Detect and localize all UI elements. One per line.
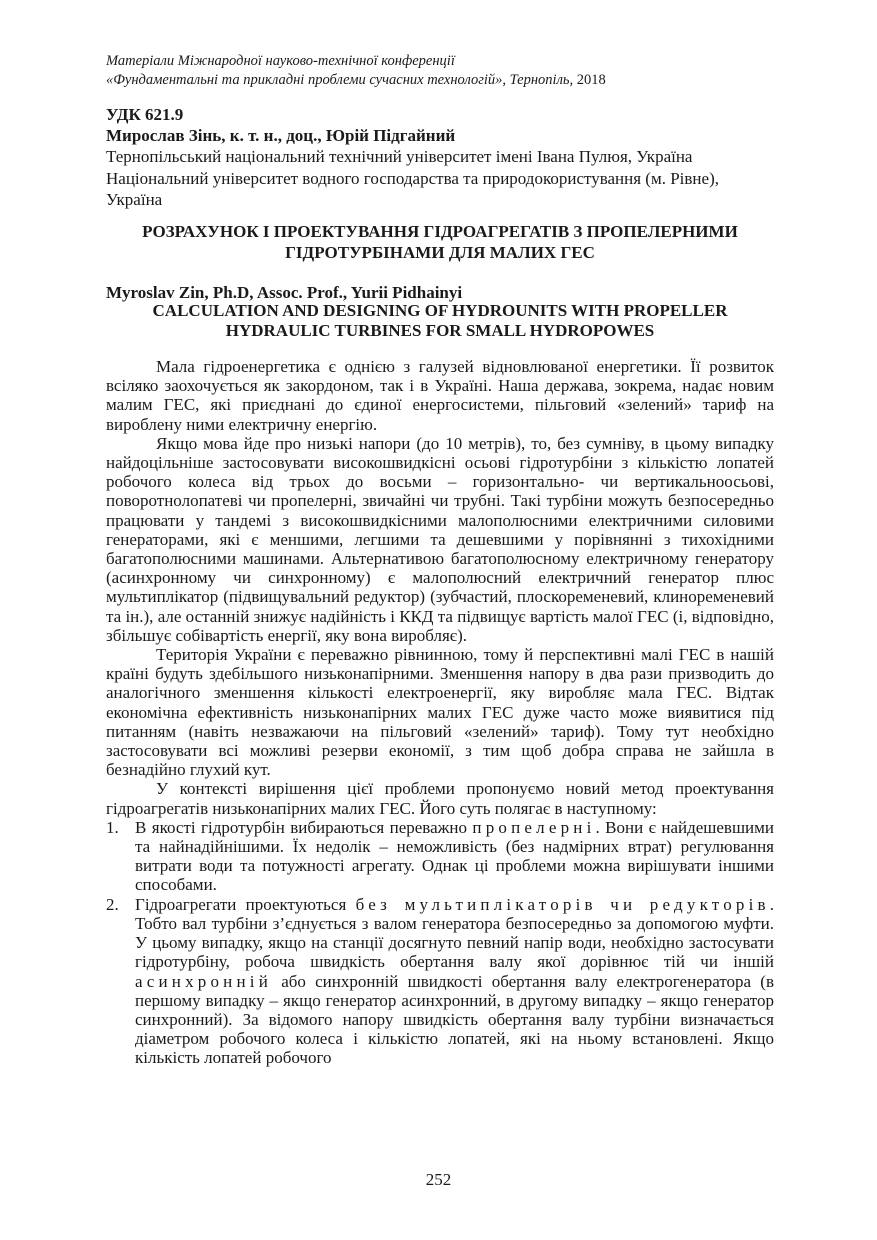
page-number: 252 (425, 1170, 452, 1189)
emphasis-spaced: пропелерні (472, 817, 596, 837)
affiliation-line: Україна (106, 190, 163, 209)
list-number: 1. (106, 817, 119, 837)
title-english: CALCULATION AND DESIGNING OF HYDROUNITS WITH PROPELLER HYDRAULIC TURBINES FOR SMALL HYDROPOWES (152, 301, 728, 340)
list-item: 1. В якості гідротурбін вибираються переважно пропелерні. Вони є найдешевшими та найнадійнішими. Їх недолік – неможливість (без надмірних втрат) регулювання витрати води та потужності агрегату. Однак ці проблеми можна вирішувати іншими способами. (106, 817, 774, 895)
header-line-2: «Фундаментальні та прикладні проблеми сучасних технологій», Тернопіль, 2018 (106, 72, 606, 88)
conference-header (106, 52, 786, 90)
paragraph: Якщо мова йде про низькі напори (до 10 метрів), то, без сумніву, в цьому випадку найдоцільніше застосовувати високошвидкісні осьові гідротурбіни з кількістю лопатей робочого колеса від трьох до восьми – горизонтально- чи вертикальноосьові, поворотнолопатеві чи пропелерні, звичайні чи трубні. Такі турбіни можуть безпосередньо працювати у тандемі з високошвидкісними малополюсними електричними силовими генераторами, які є меншими, легшими та дешевшими у порівнянні з тихохідними багатополюсними машинами. Альтернативою багатополюсному електричному генератору (асинхронному чи синхронному) є малополюсний електричний генератор плюс мультиплікатор (підвищувальний редуктор) (зубчастий, плоскоременевий, клиноременевий та ін.), але останній знижує надійність і ККД та підвищує вартість малої ГЕС (і, відповідно, збільшує собівартість енергії, яку вона виробляє). (106, 433, 774, 645)
list-number: 2. (106, 894, 119, 914)
affiliations (106, 146, 774, 211)
authors-english: Myroslav Zin, Ph.D, Assoc. Prof., Yurii Pidhainyi (106, 283, 463, 302)
affiliation-line: Національний університет водного господарства та природокористування (м. Рівне), (106, 168, 719, 188)
header-line-1: Матеріали Міжнародної науково-технічної конференції (106, 53, 455, 69)
authors-ukrainian: Мирослав Зінь, к. т. н., доц., Юрій Підгайний (106, 126, 456, 145)
numbered-list (106, 818, 774, 1068)
emphasis-spaced: без мультиплікаторів чи редукторів (355, 894, 770, 914)
paragraph: Територія України є переважно рівнинною, тому й перспективні малі ГЕС в нашій країні будуть здебільшого низьконапірними. Зменшення напору в два рази призводить до аналогічного зменшення кількості електроенергії, яку виробляє мала ГЕС. Відтак економічна ефективність низьконапірних малих ГЕС дуже часто може виявитися під питанням (навіть незважаючи на пільговий «зелений» тариф). Тому тут необхідно застосовувати всі можливі резерви економії, з тим щоб добра справа не зайшла в безнадійно глухий кут. (106, 645, 774, 780)
udk-code: УДК 621.9 (106, 105, 184, 124)
title-ukrainian: РОЗРАХУНОК І ПРОЕКТУВАННЯ ГІДРОАГРЕГАТІВ З ПРОПЕЛЕРНИМИ ГІДРОТУРБІНАМИ ДЛЯ МАЛИХ ГЕС (142, 222, 738, 262)
list-item: 2. Гідроагрегати проектуються без мультиплікаторів чи редукторів. Тобто вал турбіни з’єднується з валом генератора безпосередньо за допомогою муфти. У цьому випадку, якщо на станції досягнуто певний напір води, необхідно застосувати гідротурбіну, робоча швидкість обертання валу якої дорівнює тій чи іншій асинхронній або синхронній швидкості обертання валу електрогенератора (в першому випадку – якщо генератор асинхронний, в другому випадку – якщо генератор синхронний). За відомого напору швидкість обертання валу турбіни визначається діаметром робочого колеса і кількістю лопатей, які на ньому встановлені. Якщо кількість лопатей робочого (106, 894, 775, 1068)
header-year: 2018 (576, 72, 606, 88)
paragraph: У контексті вирішення цієї проблеми пропонуємо новий метод проектування гідроагрегатів низьконапірних малих ГЕС. Його суть полягає в наступному: (106, 779, 774, 818)
affiliation-line: Тернопільський національний технічний університет імені Івана Пулюя, Україна (106, 147, 693, 166)
body-text (106, 357, 774, 1068)
paragraph: Мала гідроенергетика є однією з галузей відновлюваної енергетики. Її розвиток всіляко заохочується як закордоном, так і в Україні. Наша держава, зокрема, надає новим малим ГЕС, які приєднані до єдиної енергосистеми, пільговий «зелений» тариф на вироблену ними електричну енергію. (106, 357, 774, 434)
emphasis-spaced: асинхронній (135, 971, 273, 991)
